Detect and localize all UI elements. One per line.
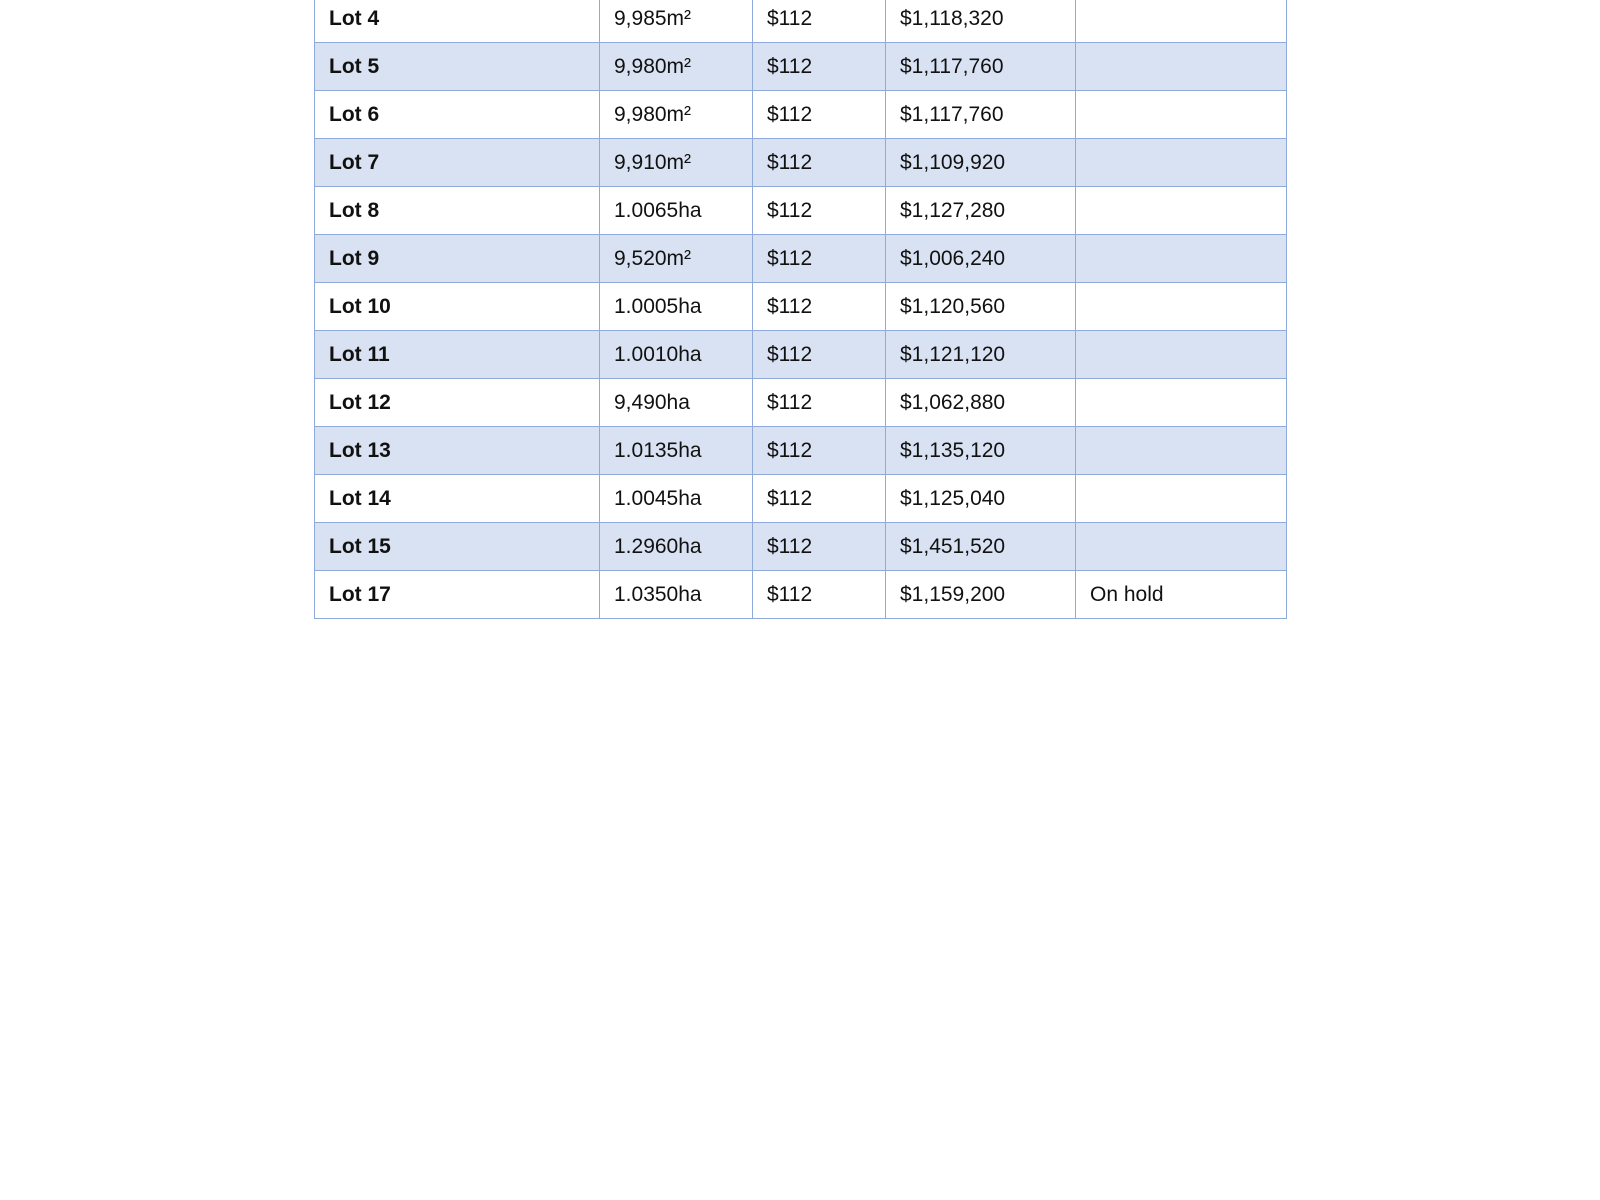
lot-pricing-table <box>314 0 1287 619</box>
lot-rate-cell: $112 <box>753 91 886 139</box>
table-row <box>315 283 1287 331</box>
lot-rate-cell: $112 <box>753 427 886 475</box>
lot-price-cell: $1,006,240 <box>886 235 1076 283</box>
lot-price-cell: $1,127,280 <box>886 187 1076 235</box>
lot-rate-cell: $112 <box>753 43 886 91</box>
lot-area-cell: 9,980m² <box>600 91 753 139</box>
table-row <box>315 475 1287 523</box>
lot-rate-cell: $112 <box>753 187 886 235</box>
lot-area-cell: 1.0065ha <box>600 187 753 235</box>
lot-price-cell: $1,117,760 <box>886 91 1076 139</box>
lot-area-cell: 1.2960ha <box>600 523 753 571</box>
lot-status-cell <box>1076 427 1287 475</box>
lot-status-cell <box>1076 331 1287 379</box>
lot-status-cell <box>1076 379 1287 427</box>
lot-rate-cell: $112 <box>753 139 886 187</box>
lot-area-cell: 1.0010ha <box>600 331 753 379</box>
lot-price-cell: $1,135,120 <box>886 427 1076 475</box>
lot-price-cell: $1,121,120 <box>886 331 1076 379</box>
lot-rate-cell: $112 <box>753 475 886 523</box>
table-row <box>315 0 1287 43</box>
table-row <box>315 43 1287 91</box>
lot-rate-cell: $112 <box>753 235 886 283</box>
lot-area-cell: 1.0005ha <box>600 283 753 331</box>
table-row <box>315 91 1287 139</box>
lot-name-cell: Lot 17 <box>315 571 600 619</box>
lot-price-cell: $1,062,880 <box>886 379 1076 427</box>
lot-price-cell: $1,125,040 <box>886 475 1076 523</box>
lot-name-cell: Lot 5 <box>315 43 600 91</box>
lot-status-cell <box>1076 139 1287 187</box>
lot-status-cell <box>1076 91 1287 139</box>
lot-status-cell <box>1076 283 1287 331</box>
lot-price-cell: $1,451,520 <box>886 523 1076 571</box>
lot-price-cell: $1,118,320 <box>886 0 1076 43</box>
table-row <box>315 187 1287 235</box>
table-row <box>315 379 1287 427</box>
lot-rate-cell: $112 <box>753 283 886 331</box>
lot-status-cell <box>1076 43 1287 91</box>
lot-status-cell <box>1076 475 1287 523</box>
lot-price-cell: $1,117,760 <box>886 43 1076 91</box>
lot-area-cell: 9,910m² <box>600 139 753 187</box>
lot-area-cell: 1.0350ha <box>600 571 753 619</box>
lot-name-cell: Lot 10 <box>315 283 600 331</box>
lot-name-cell: Lot 9 <box>315 235 600 283</box>
lot-status-cell <box>1076 235 1287 283</box>
lot-rate-cell: $112 <box>753 0 886 43</box>
table-row <box>315 523 1287 571</box>
lot-name-cell: Lot 8 <box>315 187 600 235</box>
lot-name-cell: Lot 6 <box>315 91 600 139</box>
lot-rate-cell: $112 <box>753 379 886 427</box>
table-row <box>315 427 1287 475</box>
lot-name-cell: Lot 13 <box>315 427 600 475</box>
lot-area-cell: 1.0045ha <box>600 475 753 523</box>
lot-name-cell: Lot 7 <box>315 139 600 187</box>
lot-status-cell <box>1076 0 1287 43</box>
lot-price-cell: $1,109,920 <box>886 139 1076 187</box>
lot-price-cell: $1,159,200 <box>886 571 1076 619</box>
table-row <box>315 571 1287 619</box>
lot-price-cell: $1,120,560 <box>886 283 1076 331</box>
lot-area-cell: 1.0135ha <box>600 427 753 475</box>
table-row <box>315 235 1287 283</box>
lot-status-cell <box>1076 523 1287 571</box>
table-row <box>315 331 1287 379</box>
lot-area-cell: 9,980m² <box>600 43 753 91</box>
table-row <box>315 139 1287 187</box>
lot-name-cell: Lot 12 <box>315 379 600 427</box>
lot-area-cell: 9,985m² <box>600 0 753 43</box>
lot-rate-cell: $112 <box>753 523 886 571</box>
lot-name-cell: Lot 15 <box>315 523 600 571</box>
lot-area-cell: 9,520m² <box>600 235 753 283</box>
lot-rate-cell: $112 <box>753 331 886 379</box>
lot-status-cell <box>1076 187 1287 235</box>
lot-rate-cell: $112 <box>753 571 886 619</box>
lot-name-cell: Lot 4 <box>315 0 600 43</box>
lot-name-cell: Lot 14 <box>315 475 600 523</box>
lot-status-cell: On hold <box>1076 571 1287 619</box>
lot-area-cell: 9,490ha <box>600 379 753 427</box>
lot-name-cell: Lot 11 <box>315 331 600 379</box>
